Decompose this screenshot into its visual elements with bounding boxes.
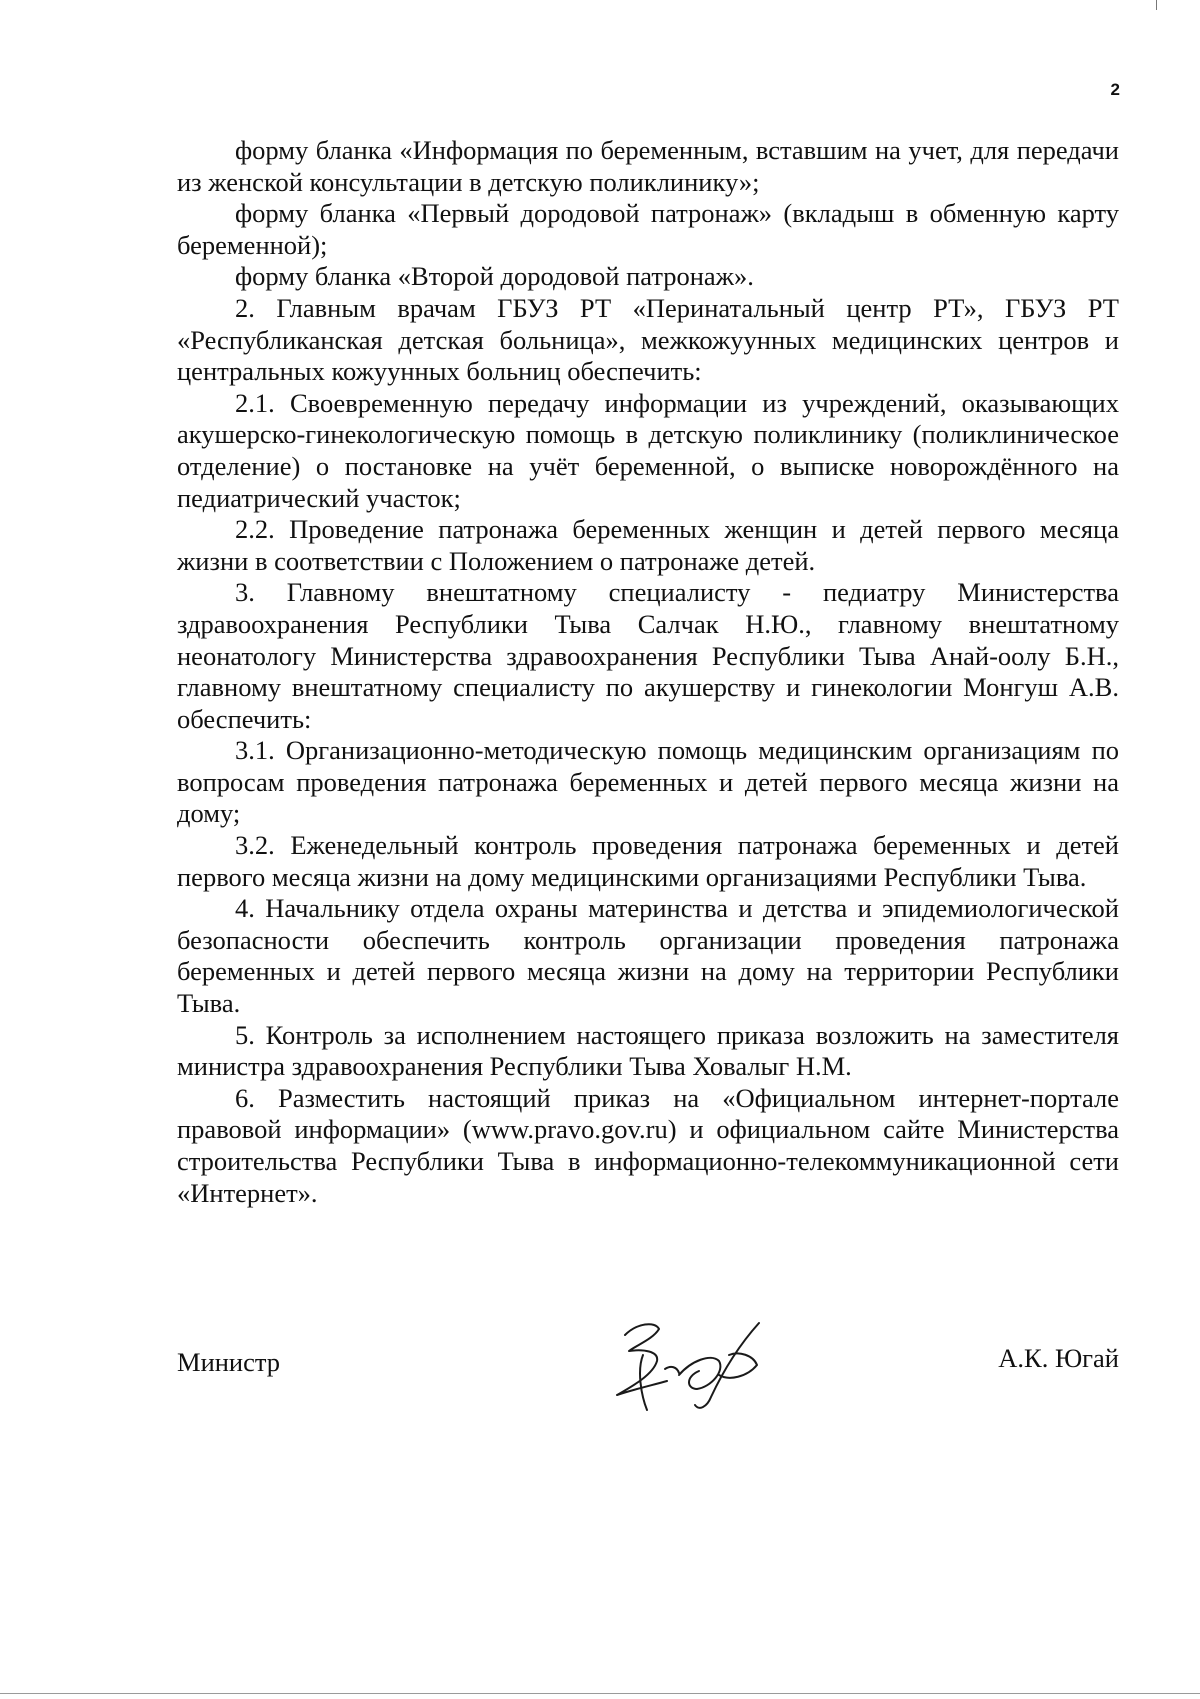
paragraph-form-first-patronage: форму бланка «Первый дородовой патронаж» (вкладыш в обменную карту беременной); — [177, 198, 1119, 260]
paragraph-item-3-1: 3.1. Организационно-методическую помощь медицинским организациям по вопросам проведения патронажа беременных и детей первого месяца жизни на дому; — [177, 735, 1119, 829]
paragraph-item-4: 4. Начальнику отдела охраны материнства и детства и эпидемиологической безопасности обеспечить контроль организации проведения патронажа беременных и детей первого месяца жизни на дому на территории Республики Тыва. — [177, 893, 1119, 1019]
paragraph-item-2: 2. Главным врачам ГБУЗ РТ «Перинатальный центр РТ», ГБУЗ РТ «Республиканская детская больница», межкожуунных медицинских центров и центральных кожуунных больниц обеспечить: — [177, 292, 1119, 387]
signatory-name: А.К. Югай — [998, 1343, 1119, 1373]
paragraph-item-3: 3. Главному внештатному специалисту - педиатру Министерства здравоохранения Республики Тыва Салчак Н.Ю., главному внештатному неонатологу Министерства здравоохранения Республики Тыва Анай-оолу Б.Н., главному внештатному специалисту по акушерству и гинекологии Монгуш А.В. обеспечить: — [177, 577, 1119, 734]
signatory-title: Министр — [177, 1347, 281, 1377]
signature-block — [177, 1315, 1119, 1425]
scan-edge-line — [0, 1693, 1200, 1694]
paragraph-item-2-1: 2.1. Своевременную передачу информации из учреждений, оказывающих акушерско-гинекологическую помощь в детскую поликлинику (поликлиническое отделение) о постановке на учёт беременной, о выписке новорождённого на педиатрический участок; — [177, 387, 1119, 513]
page-number: 2 — [1110, 80, 1120, 99]
scan-mark — [1156, 0, 1157, 10]
handwritten-signature — [607, 1315, 777, 1420]
paragraph-form-information: форму бланка «Информация по беременным, вставшим на учет, для передачи из женской консультации в детскую поликлинику»; — [177, 135, 1119, 197]
paragraph-form-second-patronage: форму бланка «Второй дородовой патронаж». — [235, 261, 754, 292]
document-body — [177, 135, 1119, 1209]
paragraph-item-2-2: 2.2. Проведение патронажа беременных женщин и детей первого месяца жизни в соответствии с Положением о патронаже детей. — [177, 514, 1119, 576]
paragraph-item-6: 6. Разместить настоящий приказ на «Официальном интернет-портале правовой информации» (www.pravo.gov.ru) и официальном сайте Министерства строительства Республики Тыва в информационно-телекоммуникационной сети «Интернет». — [177, 1082, 1119, 1208]
paragraph-item-5: 5. Контроль за исполнением настоящего приказа возложить на заместителя министра здравоохранения Республики Тыва Ховалыг Н.М. — [177, 1019, 1119, 1082]
paragraph-item-3-2: 3.2. Еженедельный контроль проведения патронажа беременных и детей первого месяца жизни на дому медицинскими организациями Республики Тыва. — [177, 830, 1119, 892]
